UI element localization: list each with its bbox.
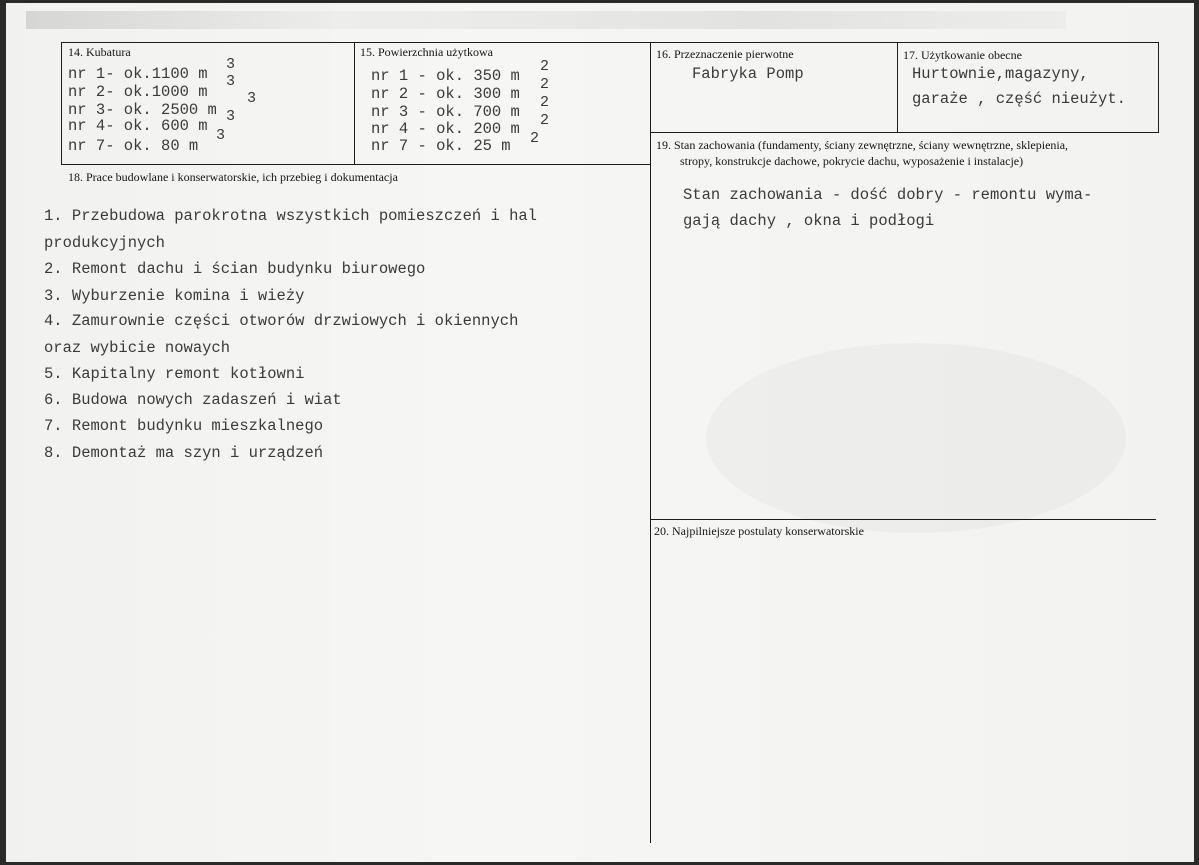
field-14-row: nr 4- ok. 600 m <box>68 117 208 135</box>
field-14-row: nr 1- ok.1100 m <box>68 65 208 83</box>
field-14-row: nr 7- ok. 80 m <box>68 137 199 155</box>
field-19-label: 19. Stan zachowania (fundamenty, ściany zewnętrzne, ściany wewnętrzne, sklepienia, <box>656 138 1069 152</box>
field-18-line: 1. Przebudowa parokrotna wszystkich pomieszczeń i hal <box>44 207 537 225</box>
field-15-exponent: 2 <box>540 58 550 75</box>
grid-line-center <box>650 42 651 843</box>
field-14-label: 14. Kubatura <box>68 45 131 59</box>
field-14-exponent: 3 <box>226 108 236 125</box>
field-16-value: Fabryka Pomp <box>692 65 804 83</box>
field-20-label: 20. Najpilniejsze postulaty konserwatorskie <box>654 524 864 538</box>
scan-shadow-strip <box>26 11 1066 29</box>
field-19-label-continued: stropy, konstrukcje dachowe, pokrycie dachu, wyposażenie i instalacje) <box>680 154 1024 168</box>
field-18-line: 3. Wyburzenie komina i wieży <box>44 287 305 305</box>
field-17-line: garaże , część nieużyt. <box>912 90 1126 108</box>
grid-line-right-edge <box>1158 42 1159 133</box>
grid-line-left-mid <box>61 164 650 165</box>
field-14-exponent: 3 <box>226 73 236 90</box>
grid-line-top <box>61 42 1159 43</box>
field-15-row: nr 2 - ok. 300 m <box>371 85 520 103</box>
field-18-line: 6. Budowa nowych zadaszeń i wiat <box>44 391 342 409</box>
field-15-exponent: 2 <box>540 94 550 111</box>
grid-line-right-mid <box>650 132 1159 133</box>
field-15-row: nr 4 - ok. 200 m <box>371 120 520 138</box>
field-18-line: 2. Remont dachu i ścian budynku biurowego <box>44 260 426 278</box>
field-19-line: Stan zachowania - dość dobry - remontu wyma- <box>683 186 1093 204</box>
field-18-line: 5. Kapitalny remont kotłowni <box>44 365 305 383</box>
field-14-exponent: 3 <box>216 127 226 144</box>
field-15-exponent: 2 <box>530 130 540 147</box>
field-14-row: nr 2- ok.1000 m <box>68 83 208 101</box>
bleed-through-shadow <box>706 343 1126 533</box>
field-18-line: oraz wybicie nowaych <box>44 339 231 357</box>
field-18-line: 7. Remont budynku mieszkalnego <box>44 417 324 435</box>
field-17-line: Hurtownie,magazyny, <box>912 65 1089 83</box>
field-18-line: produkcyjnych <box>44 234 165 252</box>
grid-line-col-14-15 <box>354 42 355 165</box>
field-15-label: 15. Powierzchnia użytkowa <box>360 45 493 59</box>
field-15-row: nr 7 - ok. 25 m <box>371 137 511 155</box>
field-18-label: 18. Prace budowlane i konserwatorskie, ich przebieg i dokumentacja <box>68 170 398 184</box>
grid-line-right-low <box>650 519 1156 520</box>
field-15-exponent: 2 <box>540 76 550 93</box>
grid-line-left-edge <box>61 42 62 165</box>
field-15-exponent: 2 <box>540 112 550 129</box>
field-14-exponent: 3 <box>226 56 236 73</box>
field-18-line: 8. Demontaż ma szyn i urządzeń <box>44 444 324 462</box>
field-14-row: nr 3- ok. 2500 m <box>68 101 217 119</box>
field-14-exponent: 3 <box>247 90 257 107</box>
field-17-label: 17. Użytkowanie obecne <box>903 48 1022 62</box>
field-16-label: 16. Przeznaczenie pierwotne <box>656 47 794 61</box>
field-15-row: nr 3 - ok. 700 m <box>371 103 520 121</box>
grid-line-col-16-17 <box>897 42 898 133</box>
field-19-line: gają dachy , okna i podłogi <box>683 212 935 230</box>
field-15-row: nr 1 - ok. 350 m <box>371 67 520 85</box>
field-18-line: 4. Zamurownie części otworów drzwiowych i okiennych <box>44 312 519 330</box>
